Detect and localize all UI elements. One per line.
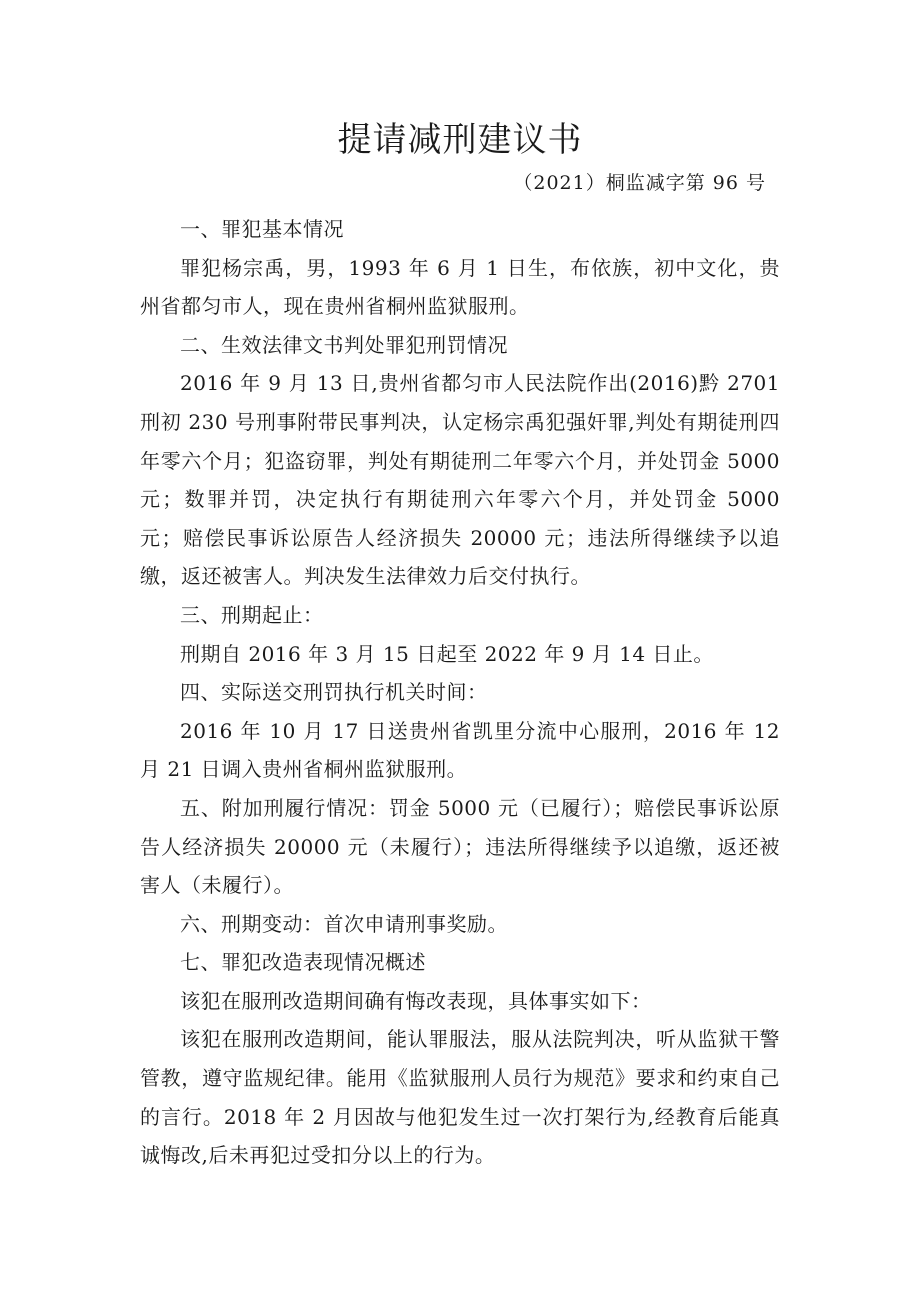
document-title: 提请减刑建议书 bbox=[337, 120, 583, 160]
section-heading-delivery: 四、实际送交刑罚执行机关时间： bbox=[180, 680, 488, 705]
paragraph-conduct-intro: 该犯在服刑改造期间确有悔改表现，具体事实如下： bbox=[180, 988, 652, 1013]
paragraph-sentence: 2016 年 9 月 13 日,贵州省都匀市人民法院作出(2016)黔 2701 刑初 230 号刑事附带民事判决，认定杨宗禹犯强奸罪,判处有期徒刑四年零六个月；犯盗窃罪，判处有期徒刑二年零六个月，并处罚金 5000 元；数罪并罚，决定执行有期徒刑六年零六个月，并处罚金 5000 元；赔偿民事诉讼原告人经济损失 20000 元；违法所得继续予以追缴，返还被害人。判决发生法律效力后交付执行。 bbox=[140, 371, 780, 589]
section-heading-sentence: 二、生效法律文书判处罪犯刑罚情况 bbox=[180, 332, 508, 357]
paragraph-term-change: 六、刑期变动：首次申请刑事奖励。 bbox=[180, 911, 508, 936]
section-heading-conduct: 七、罪犯改造表现情况概述 bbox=[180, 950, 426, 975]
paragraph-conduct-detail: 该犯在服刑改造期间，能认罪服法，服从法院判决，听从监狱干警管教，遵守监规纪律。能用《监狱服刑人员行为规范》要求和约束自己的言行。2018 年 2 月因故与他犯发生过一次打架行为,经教育后能真诚悔改,后未再犯过受扣分以上的行为。 bbox=[140, 1027, 780, 1168]
section-heading-term: 三、刑期起止： bbox=[180, 602, 324, 627]
section-heading-basic-info: 一、罪犯基本情况 bbox=[180, 217, 344, 241]
document-number: （2021）桐监减字第 96 号 bbox=[513, 172, 766, 194]
paragraph-delivery: 2016 年 10 月 17 日送贵州省凯里分流中心服刑，2016 年 12 月 21 日调入贵州省桐州监狱服刑。 bbox=[140, 718, 780, 782]
document-body bbox=[140, 210, 780, 1175]
paragraph-basic-info: 罪犯杨宗禹，男，1993 年 6 月 1 日生，布依族，初中文化，贵州省都匀市人，现在贵州省桐州监狱服刑。 bbox=[140, 255, 780, 319]
paragraph-term: 刑期自 2016 年 3 月 15 日起至 2022 年 9 月 14 日止。 bbox=[180, 641, 714, 666]
paragraph-supplementary-penalty: 五、附加刑履行情况：罚金 5000 元（已履行）；赔偿民事诉讼原告人经济损失 20000 元（未履行）；违法所得继续予以追缴，返还被害人（未履行）。 bbox=[140, 795, 780, 898]
